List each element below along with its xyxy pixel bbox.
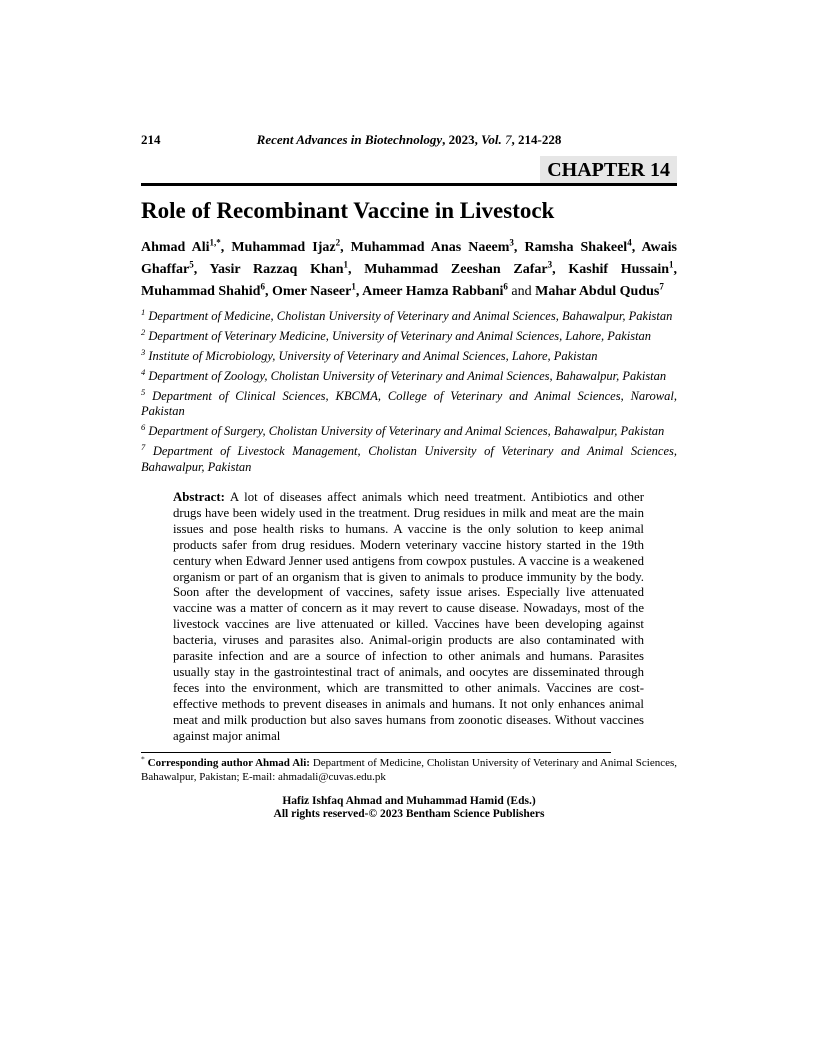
affiliation-superscript: 5: [141, 386, 146, 397]
author-name: Muhammad Ijaz: [231, 239, 336, 255]
author-name: Ramsha Shakeel: [524, 239, 628, 255]
author-superscript: 1: [669, 258, 674, 269]
author-name: Yasir Razzaq Khan: [209, 261, 344, 277]
citation-segment: Recent Advances in Biotechnology: [256, 132, 443, 147]
affiliation-superscript: 4: [141, 366, 146, 377]
footnote-label: Corresponding author Ahmad Ali:: [147, 757, 310, 769]
author-superscript: 2: [335, 236, 341, 247]
author-name: Muhammad Zeeshan Zafar: [364, 261, 548, 277]
footnote-text: Department of Medicine, Cholistan University of Veterinary and Animal Sciences, Bahawalpur, Pakistan; E-mail: ahmadali@cuvas.edu.pk: [141, 757, 678, 783]
author-superscript: 5: [189, 258, 194, 269]
author-name: Ameer Hamza Rabbani: [362, 283, 504, 299]
affiliation-item: $^4$ Department of Zoology, Cholistan University of Veterinary and Animal Sciences, Bahawalpur, Pakistan: [141, 366, 667, 383]
abstract: [173, 490, 644, 745]
author-name: Mahar Abdul Qudus: [535, 283, 660, 299]
abstract-label: Abstract:: [173, 490, 225, 504]
footnote-rule: [141, 752, 611, 754]
author-name: Awais Ghaffar: [141, 239, 677, 277]
author-superscript: 3: [547, 258, 553, 269]
book-editors-footer: [141, 795, 677, 823]
journal-citation: [231, 133, 587, 147]
affiliation-superscript: 7: [141, 441, 146, 452]
citation-segment: , 214-228: [511, 132, 562, 147]
page-header: [141, 133, 677, 147]
affiliation-superscript: 6: [141, 421, 146, 432]
affiliation-item: $^3$ Institute of Microbiology, University of Veterinary and Animal Sciences, Lahore, Pakistan: [141, 346, 598, 363]
page-number: 214: [141, 132, 161, 147]
author-superscript: 7: [659, 280, 664, 291]
corresponding-author-footnote: [141, 754, 678, 785]
affiliation-item: $^7$ Department of Livestock Management, Cholistan University of Veterinary and Animal Sciences, Bahawalpur, Pakistan: [141, 441, 677, 474]
author-superscript: 3: [509, 236, 514, 247]
authors-conjunction: and: [511, 283, 532, 299]
affiliation-superscript: 3: [141, 346, 146, 357]
citation-segment: 2023,: [448, 132, 482, 147]
authors-list: Ahmad Ali$^{1,*}$, Muhammad Ijaz$^2$, Muhammad Anas Naeem$^3$, Ramsha Shakeel$^4$, Awais Ghaffar$^5$, Yasir Razzaq Khan$^1$, Muhammad Zeeshan Zafar$^3$, Kashif Hussain$^1$, Muhammad Shahid$^6$, Omer Naseer$^1$, Ameer Hamza Rabbani$^6$ and Mahar Abdul Qudus$^7$: [141, 236, 678, 299]
author-superscript: 4: [627, 236, 632, 247]
copyright-line: All rights reserved-© 2023 Bentham Science Publishers: [273, 808, 545, 821]
author-name: Omer Naseer: [271, 283, 352, 299]
citation-segment: Vol.: [481, 132, 505, 147]
author-superscript: 6: [260, 280, 265, 291]
author-name: Ahmad Ali: [141, 239, 210, 255]
affiliations-block: [141, 306, 677, 476]
editors-line: Hafiz Ishfaq Ahmad and Muhammad Hamid (Eds.): [282, 794, 536, 807]
citation-segment: ,: [442, 132, 449, 147]
footnote-marker: *: [141, 754, 145, 764]
chapter-title: Role of Recombinant Vaccine in Livestock: [141, 197, 555, 223]
affiliation-superscript: 2: [141, 326, 146, 337]
author-superscript: 1: [343, 258, 349, 269]
citation-segment: 7: [504, 132, 512, 147]
author-superscript: 1: [351, 280, 356, 291]
header-rule: [141, 183, 677, 186]
affiliation-item: $^2$ Department of Veterinary Medicine, University of Veterinary and Animal Sciences, Lahore, Pakistan: [141, 326, 652, 343]
chapter-row: [141, 156, 677, 183]
author-superscript: 6: [503, 280, 508, 291]
affiliation-item: $^1$ Department of Medicine, Cholistan University of Veterinary and Animal Sciences, Bahawalpur, Pakistan: [141, 306, 673, 323]
affiliation-superscript: 1: [141, 306, 146, 317]
author-name: Kashif Hussain: [568, 261, 670, 277]
author-name: Muhammad Shahid: [141, 283, 261, 299]
chapter-badge: CHAPTER 14: [540, 156, 677, 183]
author-name: Muhammad Anas Naeem: [350, 239, 510, 255]
affiliation-item: $^5$ Department of Clinical Sciences, KBCMA, College of Veterinary and Animal Sciences, Narowal, Pakistan: [141, 386, 677, 418]
abstract-text: A lot of diseases affect animals which need treatment. Antibiotics and other drugs have been widely used in the treatment. Drug residues in milk and meat are the main issues and pose health risks to humans. A vaccine is the only solution to keep animal products safer from drug residues. Modern veterinary vaccine history started in the 19th century when Edward Jenner used antigens from cowpox pustules. A vaccine is a weakened organism or part of an organism that is given to animals to produce immunity by the body. Soon after the development of vaccines, safety issue arises. Especially live attenuated vaccine was a matter of concern as it may revert to cause disease. Nowadays, most of the livestock vaccines are live attenuated or killed. Vaccines have been developing against bacteria, viruses and parasites also. Animal-origin products are also contaminated with parasite infection and are a source of infection to other animals and humans. Parasites usually stay in the gastrointestinal tract of animals, and oocytes are disseminated through feces into the environment, which are transmitted to other animals. Vaccines are cost-effective methods to prevent diseases in animals and humans. It not only enhances animal meat and milk production but also saves humans from zoonotic diseases. Without vaccines against major animal: [173, 490, 644, 743]
author-superscript: 1,*: [209, 236, 221, 247]
affiliation-item: $^6$ Department of Surgery, Cholistan University of Veterinary and Animal Sciences, Bahawalpur, Pakistan: [141, 421, 665, 438]
